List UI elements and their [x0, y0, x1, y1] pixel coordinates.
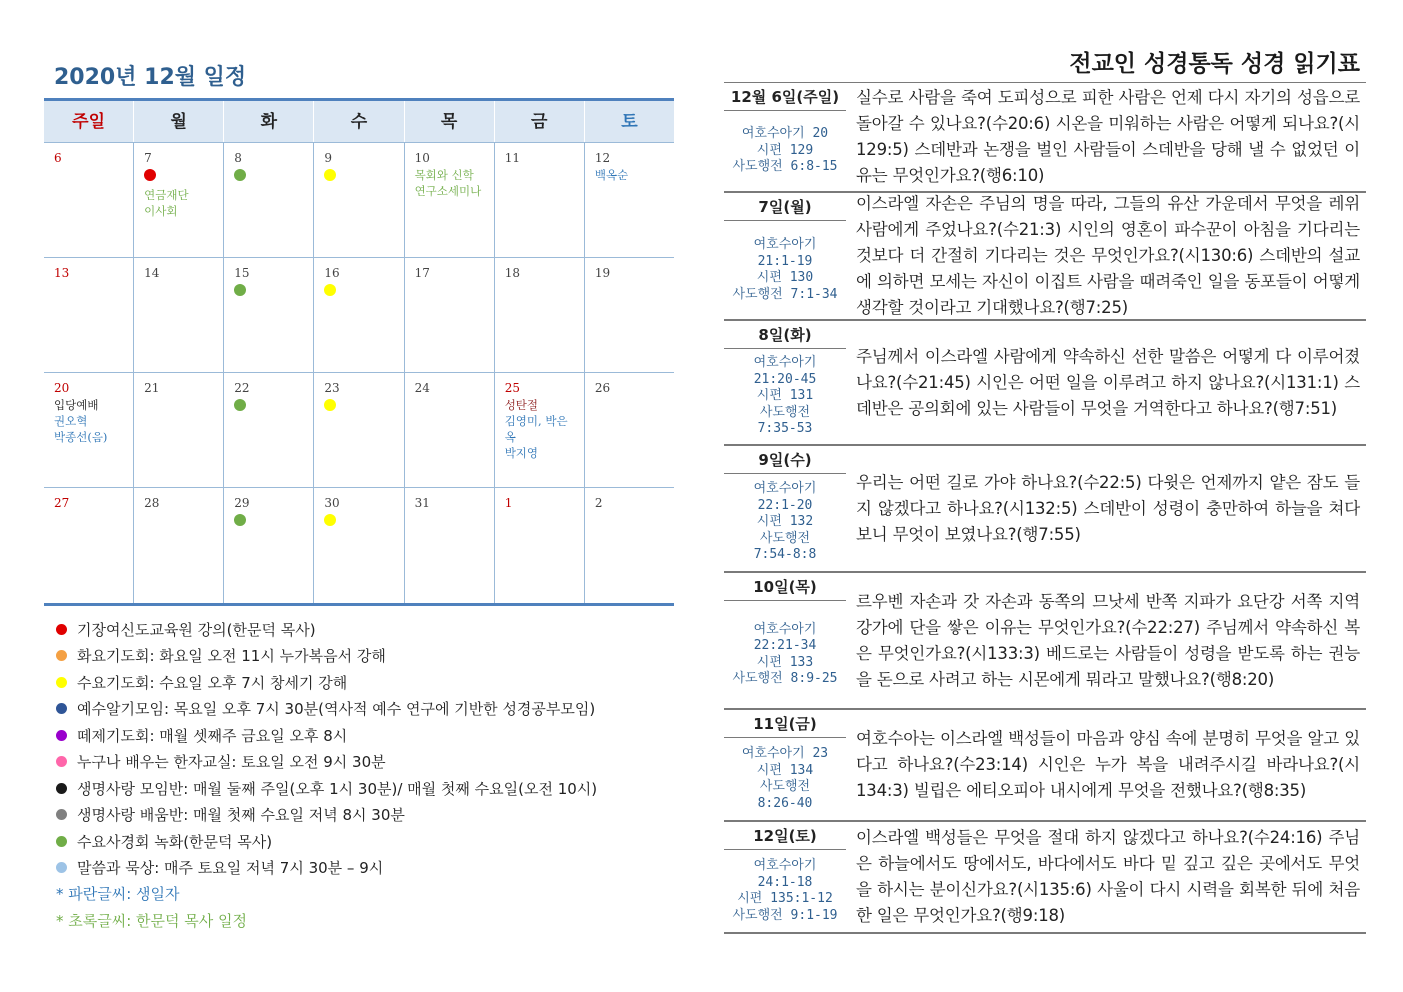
reading-references [724, 850, 846, 932]
calendar-day-cell [223, 373, 313, 487]
day-number: 30 [324, 496, 340, 510]
legend-item [56, 828, 674, 855]
day-number: 8 [234, 151, 242, 165]
legend-label: 생명사랑 모임반: 매월 둘째 주일(오후 1시 30분)/ 매월 첫째 수요일(오전 10시) [77, 779, 598, 798]
legend-item [56, 643, 674, 670]
day-number: 31 [414, 496, 430, 510]
reading-references [724, 738, 846, 820]
reading-questions-text: 르우벤 자손과 갓 자손과 동쪽의 므낫세 반쪽 지파가 요단강 서쪽 지역 강가에 단을 쌓은 이유는 무엇인가요?(수22:27) 주님께서 약속하신 복은 무엇인가요?(시133:3) 베드로는 사람들이 성령을 받도록 하는 권능을 돈으로 사려고 하는 시몬에게 뭐라고 말했나요?(행8:20) [856, 591, 1360, 689]
scripture-reference: 시편 130 [756, 270, 814, 285]
calendar-day-cell [313, 373, 403, 487]
scripture-reference: 사도행전 [759, 404, 811, 420]
scripture-reference: 사도행전 [759, 779, 811, 794]
calendar-day-cell [133, 488, 223, 603]
calendar-day-cell [133, 258, 223, 372]
calendar-title: 2020년 12월 일정 [54, 65, 247, 90]
scripture-reference: 21:1-19 [757, 253, 813, 269]
scripture-reference: 시편 133 [756, 654, 814, 670]
calendar-day-cell [223, 488, 313, 603]
event-dot-icon [234, 169, 246, 181]
calendar-day-cell [584, 143, 674, 257]
day-number: 24 [414, 381, 430, 395]
calendar-day-cell [494, 373, 584, 487]
reading-date: 12월 6일(주일) [724, 83, 846, 111]
reading-date-column [724, 83, 846, 191]
day-number: 1 [504, 496, 513, 510]
legend-label: 예수알기모임: 목요일 오후 7시 30분(역사적 예수 연구에 기반한 성경공부모임) [77, 700, 596, 719]
calendar-day-cell [44, 488, 133, 603]
reading-questions [846, 193, 1366, 319]
scripture-reference: 7:35-53 [757, 421, 813, 437]
reading-questions [846, 446, 1366, 571]
reading-questions-text: 이스라엘 백성들은 무엇을 절대 하지 않겠다고 하나요?(수24:16) 주님은 하늘에서도 땅에서도, 바다에서도 바다 밑 깊고 깊은 곳에서도 무엇을 하시는 분이신가요?(시135:6) 사울이 다시 시력을 회복한 뒤에 처음 한 일은 무엇인가요?(행9:18) [856, 828, 1360, 925]
weekday-monday: 월 [133, 101, 223, 142]
day-number: 12 [594, 151, 611, 165]
legend-label: 화요기도회: 화요일 오전 11시 누가복음서 강해 [77, 647, 386, 666]
scripture-reference: 7:54-8:8 [753, 547, 817, 563]
reading-questions [846, 822, 1366, 932]
reading-references [724, 349, 846, 444]
calendar-day-cell [133, 373, 223, 487]
event-dot-icon [324, 514, 336, 526]
reading-table [724, 83, 1366, 934]
event-dot-icon [234, 399, 246, 411]
scripture-reference: 시편 134 [756, 762, 814, 778]
legend-dot-icon [56, 677, 67, 688]
day-number: 27 [54, 496, 70, 510]
legend-footnote: * 파란글씨: 생일자 [56, 885, 180, 903]
scripture-reference: 여호수아기 [753, 355, 817, 371]
weekday-header [44, 101, 674, 143]
reading-questions [846, 710, 1366, 820]
day-number: 16 [324, 266, 340, 280]
legend-dot-icon [56, 836, 67, 847]
reading-date: 9일(수) [724, 446, 846, 474]
day-number: 19 [594, 266, 611, 280]
calendar-week-row [44, 488, 674, 603]
reading-row [724, 193, 1366, 321]
event-note: 입당예배 [54, 398, 99, 412]
reading-date-column [724, 193, 846, 319]
legend-dot-icon [56, 809, 67, 820]
calendar-day-cell [404, 373, 494, 487]
day-number: 21 [144, 381, 160, 395]
day-number: 23 [324, 381, 340, 395]
day-number: 15 [234, 266, 250, 280]
legend-label: 수요기도회: 수요일 오후 7시 창세기 강해 [77, 673, 348, 692]
calendar-day-cell [584, 258, 674, 372]
scripture-reference: 여호수아기 [753, 858, 817, 873]
weekday-saturday: 토 [584, 101, 674, 142]
day-number: 13 [54, 266, 70, 280]
legend-dot-icon [56, 624, 67, 635]
event-note: 연금재단 이사회 [144, 188, 189, 218]
calendar-day-cell [404, 488, 494, 603]
day-number: 7 [144, 151, 152, 165]
legend-label: 떼제기도회: 매월 셋째주 금요일 오후 8시 [77, 726, 348, 745]
calendar-day-cell [494, 258, 584, 372]
event-dot-icon [234, 284, 246, 296]
reading-row [724, 710, 1366, 822]
reading-references [724, 221, 846, 319]
legend-label: 수요사경회 녹화(한문덕 목사) [77, 832, 273, 851]
calendar-week-row [44, 143, 674, 258]
scripture-reference: 여호수아기 20 [741, 126, 829, 142]
event-note: 백옥순 [594, 168, 629, 182]
scripture-reference: 21:20-45 [753, 371, 817, 387]
reading-section [724, 48, 1366, 934]
day-number: 20 [54, 381, 70, 395]
scripture-reference: 사도행전 6:8-15 [732, 159, 838, 175]
reading-row [724, 83, 1366, 193]
legend-item [56, 775, 674, 802]
scripture-reference: 사도행전 8:9-25 [732, 671, 838, 686]
birthday-note: 권오혁 박종선(음) [54, 414, 108, 444]
calendar-section [44, 58, 674, 934]
legend-dot-icon [56, 650, 67, 661]
reading-row [724, 822, 1366, 934]
weekday-tuesday: 화 [223, 101, 313, 142]
legend-footnote: * 초록글씨: 한문덕 목사 일정 [56, 911, 248, 930]
legend-label: 생명사랑 배움반: 매월 첫째 수요일 저녁 8시 30분 [77, 806, 405, 825]
reading-title: 전교인 성경통독 성경 읽기표 [1069, 51, 1360, 77]
birthday-note: 김영미, 박은옥 박지영 [504, 414, 568, 460]
calendar-body [44, 143, 674, 603]
weekday-wednesday: 수 [313, 101, 403, 142]
legend-dot-icon [56, 703, 67, 714]
day-number: 10 [414, 151, 430, 165]
legend-item [56, 616, 674, 643]
scripture-reference: 여호수아기 [753, 481, 817, 497]
event-dot-icon [324, 169, 336, 181]
legend-item [56, 749, 674, 776]
reading-date-column [724, 321, 846, 444]
reading-questions-text: 여호수아는 이스라엘 백성들이 마음과 양심 속에 분명히 무엇을 알고 있다고 하나요?(수23:14) 시인은 누가 복을 내려주시길 바라나요?(시134:3) 빌립은 에티오피아 내시에게 무엇을 전했나요?(행8:35) [856, 729, 1360, 800]
calendar-day-cell [494, 488, 584, 603]
event-note: 성탄절 [504, 398, 539, 412]
legend-item [56, 669, 674, 696]
reading-questions [846, 321, 1366, 444]
scripture-reference: 시편 135:1-12 [737, 891, 833, 906]
reading-date: 7일(월) [724, 193, 846, 221]
reading-questions [846, 573, 1366, 708]
calendar-day-cell [133, 143, 223, 257]
day-number: 14 [144, 266, 160, 280]
legend-label: 누구나 배우는 한자교실: 토요일 오전 9시 30분 [77, 753, 386, 772]
calendar-day-cell [313, 488, 403, 603]
scripture-reference: 사도행전 7:1-34 [732, 286, 838, 302]
weekday-thursday: 목 [404, 101, 494, 142]
legend-dot-icon [56, 862, 67, 873]
day-number: 9 [324, 151, 333, 165]
legend-dot-icon [56, 756, 67, 767]
scripture-reference: 사도행전 [759, 530, 811, 546]
legend-item [56, 802, 674, 829]
legend-item [56, 855, 674, 882]
reading-date-column [724, 573, 846, 708]
reading-row [724, 321, 1366, 446]
reading-questions-text: 우리는 어떤 길로 가야 하나요?(수22:5) 다윗은 언제까지 얕은 잠도 들지 않겠다고 하나요?(시132:5) 스데반이 성령이 충만하여 하늘을 쳐다보니 무엇이 보였나요?(행7:55) [856, 472, 1360, 544]
weekday-sunday: 주일 [72, 112, 105, 132]
calendar-day-cell [313, 258, 403, 372]
scripture-reference: 시편 132 [756, 514, 814, 530]
legend-item [56, 696, 674, 723]
day-number: 26 [594, 381, 611, 395]
calendar-table [44, 98, 674, 606]
calendar-day-cell [44, 143, 133, 257]
calendar-week-row [44, 373, 674, 488]
day-number: 29 [234, 496, 250, 510]
calendar-week-row [44, 258, 674, 373]
reading-questions-text: 이스라엘 자손은 주님의 명을 따라, 그들의 유산 가운데서 무엇을 레위 사람에게 주었나요?(수21:3) 시인의 영혼이 파수꾼이 아침을 기다리는 것보다 더 간절히 기다리는 것은 무엇인가요?(시130:6) 스데반의 설교에 의하면 모세는 자신이 이집트 사람을 때려죽인 일을 동포들이 어떻게 생각할 것이라고 기대했나요?(행7:25) [856, 194, 1360, 317]
scripture-reference: 22:21-34 [753, 638, 817, 653]
legend-dot-icon [56, 730, 67, 741]
legend [44, 616, 674, 934]
calendar-day-cell [494, 143, 584, 257]
event-note: 목회와 신학 연구소세미나 [414, 168, 482, 198]
calendar-day-cell [584, 373, 674, 487]
scripture-reference: 시편 129 [756, 142, 814, 158]
day-number: 25 [504, 381, 520, 395]
legend-item [56, 722, 674, 749]
calendar-day-cell [404, 143, 494, 257]
scripture-reference: 8:26-40 [757, 795, 813, 811]
legend-dot-icon [56, 783, 67, 794]
day-number: 22 [234, 381, 250, 395]
day-number: 17 [414, 266, 430, 280]
calendar-day-cell [44, 258, 133, 372]
scripture-reference: 시편 131 [756, 388, 814, 404]
legend-label: 기장여신도교육원 강의(한문덕 목사) [77, 620, 316, 639]
reading-date: 11일(금) [724, 710, 846, 738]
event-dot-icon [234, 514, 246, 526]
reading-references [724, 474, 846, 571]
day-number: 18 [504, 266, 520, 280]
day-number: 28 [144, 496, 160, 510]
weekday-friday: 금 [494, 101, 584, 142]
event-dot-icon [144, 169, 156, 181]
event-dot-icon [324, 284, 336, 296]
scripture-reference: 24:1-18 [757, 874, 813, 890]
reading-date-column [724, 822, 846, 932]
reading-date: 10일(목) [724, 573, 846, 601]
scripture-reference: 22:1-20 [757, 497, 813, 513]
reading-date-column [724, 446, 846, 571]
reading-references [724, 601, 846, 708]
day-number: 2 [594, 496, 603, 510]
calendar-day-cell [223, 258, 313, 372]
event-dot-icon [324, 399, 336, 411]
reading-row [724, 573, 1366, 710]
legend-label: 말씀과 묵상: 매주 토요일 저녁 7시 30분 – 9시 [77, 859, 384, 878]
scripture-reference: 여호수아기 [753, 237, 817, 252]
calendar-day-cell [44, 373, 133, 487]
scripture-reference: 여호수아기 [753, 621, 817, 637]
scripture-reference: 사도행전 9:1-19 [732, 907, 838, 923]
reading-date: 12일(토) [724, 822, 846, 850]
reading-row [724, 446, 1366, 573]
reading-references [724, 111, 846, 191]
scripture-reference: 여호수아기 23 [741, 746, 829, 761]
reading-date-column [724, 710, 846, 820]
reading-questions [846, 83, 1366, 191]
reading-date: 8일(화) [724, 321, 846, 349]
day-number: 6 [54, 151, 62, 165]
calendar-day-cell [313, 143, 403, 257]
calendar-day-cell [404, 258, 494, 372]
calendar-day-cell [223, 143, 313, 257]
reading-questions-text: 주님께서 이스라엘 사람에게 약속하신 선한 말씀은 어떻게 다 이루어졌나요?(수21:45) 시인은 어떤 일을 이루려고 하지 않나요?(시131:1) 스데반은 공의회에 있는 사람들이 무엇을 거역한다고 하나요?(행7:51) [856, 346, 1360, 418]
day-number: 11 [504, 151, 520, 165]
reading-questions-text: 실수로 사람을 죽여 도피성으로 피한 사람은 언제 다시 자기의 성읍으로 돌아갈 수 있나요?(수20:6) 시온을 미워하는 사람은 어떻게 되나요?(시129:5) 스데반과 논쟁을 벌인 사람들이 스데반을 당해 낼 수 없었던 이유는 무엇인가요?(행6:10) [856, 88, 1360, 185]
calendar-day-cell [584, 488, 674, 603]
